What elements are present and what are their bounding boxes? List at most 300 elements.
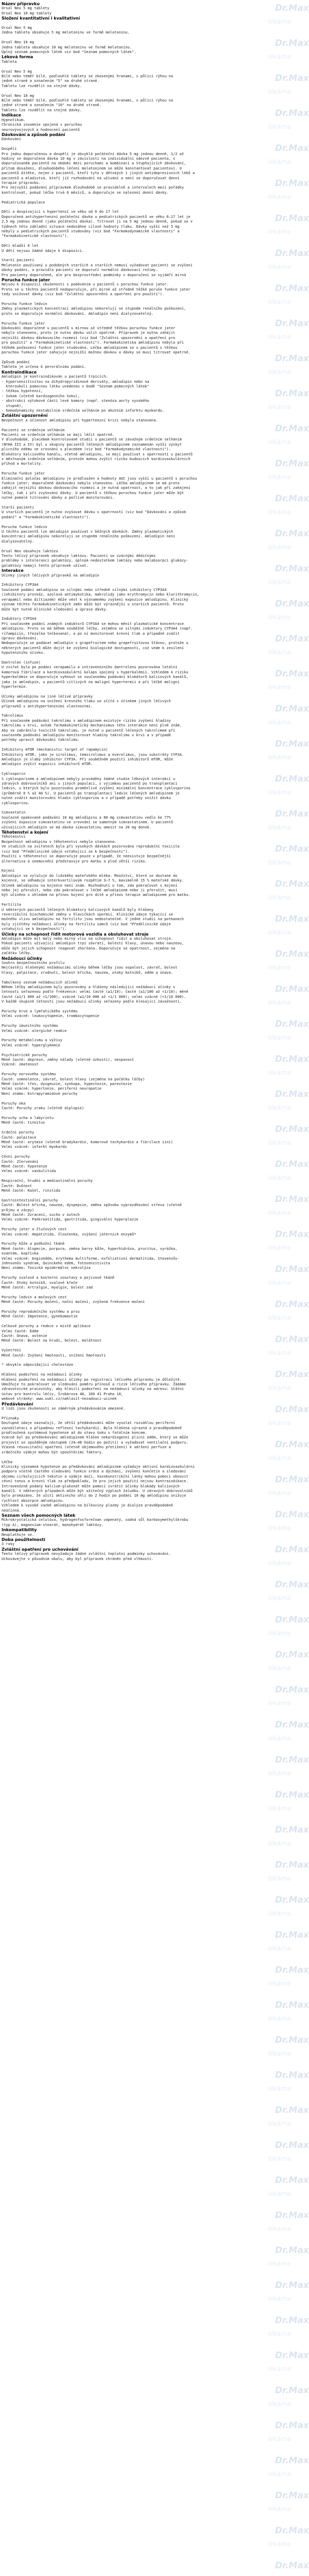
section-heading: Nežádoucí účinky [2, 956, 42, 961]
text-line: význam těchto farmakokinetických změn může být výraznější u starších pacientů. Proto [2, 602, 184, 607]
text-line: Pediatrická populace [2, 200, 45, 205]
text-line: - obstrukcí výtokové části levé komory (např. stenóza aorty vysokého [2, 399, 149, 403]
text-line: U starších pacientů je nutno zvyšovat dávku s opatrností (viz bod "Dávkování a způsob [2, 510, 186, 515]
text-line [2, 239, 303, 244]
text-line: může být jejich schopnost reagovat zhoršena. Doporučuje se opatrnost, zejména na [2, 946, 176, 951]
watermark [268, 1966, 309, 1992]
watermark-brand: Dr.Max [275, 599, 309, 609]
text-line: Méně časté: Zvracení, sucho v ústech [2, 1212, 80, 1217]
text-line: hyperkalémie se doporučuje vyhnout se současnému podávání blokátorů kalciových kanálů, [2, 675, 188, 680]
text-line [2, 864, 303, 869]
text-line [2, 89, 303, 93]
text-line: Poruchy ucha a labyrintu [2, 1115, 54, 1120]
text-line: Dávkování doporučené u pacientů s mírnou až středně těžkou poruchou funkce jater [2, 326, 176, 331]
text-line: V dlouhodobé, placebem kontrolované studii u pacientů se závažným srdečním selháním [2, 437, 182, 442]
text-line: Poruchy metabolismu a výživy [2, 1038, 63, 1043]
text-line: Souhrn bezpečnostního profilu [2, 961, 65, 965]
watermark-brand: Dr.Max [275, 1159, 309, 1170]
watermark-brand: Dr.Max [275, 2561, 309, 2571]
watermark [268, 1721, 309, 1747]
text-line: přípravků s antihypertenzními vlastnostmi. [2, 704, 93, 708]
text-line: Orsal Neo 10 mg [2, 40, 35, 45]
text-line: rifampicin, třezalka tečkovaná), a po ní monitorovat krevní tlak a případně zvážit [2, 631, 180, 636]
text-line: Velmi vzácné: Pankreatitida, gastritida, gingivální hyperplazie [2, 1217, 139, 1222]
text-line: - šokem (včetně kardiogenního šoku), [2, 394, 80, 398]
text-line: amlodipin zvýšit expozici inhibitorů mTOR. [2, 762, 93, 767]
text-line [2, 1067, 303, 1072]
text-line: Melatonin používaný u podobných starších a starších nemusí vyžadovat pacienti se zvýšení [2, 263, 193, 267]
text-line: 2,5 mg jednou denně (jako počáteční dávka). Titrovat ji na 5 mg jednou denně, pokud se v [2, 219, 193, 224]
text-line [2, 656, 303, 660]
text-line: Doporučená antihypertenzní počáteční dávka u pediatrických pacientů ve věku 6–17 let je [2, 214, 191, 219]
text-line: Bezpečnost amlodipinu v těhotenství nebyla stanovena. [2, 839, 117, 844]
watermark-brand: Dr.Max [275, 1334, 309, 1345]
text-line: Porucha funkce jater [2, 321, 45, 326]
text-line: Velmi vzácné: hypertonie, periferní neuropatie [2, 1087, 101, 1091]
watermark-subtitle: lékárna [268, 509, 291, 516]
text-line: Jedna tableta obsahuje 10 mg melatoninu ve formě melatoninu. [2, 45, 132, 49]
text-line: objemu cirkulujících tekutin a výdeje moči. Vazokonstrikční látky mohou pomoci obnovit [2, 1474, 188, 1479]
text-line [2, 1111, 303, 1116]
text-line [2, 64, 303, 69]
text-line: nutné zvážit monitorování hladin cyklosporinu a v případě potřeby snížit dávku [2, 796, 171, 801]
text-line [2, 520, 303, 524]
watermark-subtitle: lékárna [268, 1805, 291, 1812]
text-line: - hypersenzitivitou na dihydropyridinové deriváty, amlodipin nebo na [2, 379, 149, 384]
text-line: cyklosporinu. [2, 801, 30, 805]
watermark-subtitle: lékárna [268, 1384, 291, 1392]
watermark-brand: Dr.Max [275, 1965, 309, 1975]
text-line: Velmi vzácné: Hepatitida, žloutenka, zvýšení jaterních enzymů* [2, 1232, 136, 1236]
text-line: Pro jednu doporučenou a dospělí je obvyklá počáteční dávka 5 mg jednou denně, 1/2 až [2, 151, 184, 156]
text-line: Účinky jiných léčivých přípravků na amlodipin [2, 573, 99, 578]
text-line [2, 1344, 303, 1348]
text-line: (viz bod "Předklinické údaje vztahující se k bezpečnosti"). [2, 849, 130, 854]
watermark [268, 2176, 309, 2202]
text-line: Vzácně byl po předávkování amlodipinem hlášen nekardiogenní plicní edém, který se může [2, 1435, 188, 1440]
text-line: být učiněno s ohledem na přínos kojení pro dítě a přínos terapie amlodipinem pro matku. [2, 893, 191, 897]
text-line [2, 316, 303, 321]
watermark-brand: Dr.Max [275, 1650, 309, 1660]
text-line: Orsal Neo 5 mg [2, 69, 32, 74]
watermark-subtitle: lékárna [268, 2540, 291, 2548]
text-line: Velmi vzácné: leukocytopenie, trombocytopenie [2, 1014, 99, 1019]
watermark-brand: Dr.Max [275, 914, 309, 924]
watermark-subtitle: lékárna [268, 1770, 291, 1777]
watermark-brand: Dr.Max [275, 1019, 309, 1029]
section-heading: Inkompatibility [2, 1528, 37, 1533]
watermark [268, 2351, 309, 2377]
watermark-brand: Dr.Max [275, 844, 309, 854]
text-line: pacientů dítěte, nejen z pacientů, kteří tyto v dětských i jiných antidepresivních léků a [2, 171, 195, 176]
watermark-brand: Dr.Max [275, 2000, 309, 2010]
text-line: příhod a mortality. [2, 462, 43, 466]
watermark-subtitle: lékárna [268, 824, 291, 831]
watermark-brand: Dr.Max [275, 2455, 309, 2466]
watermark-brand: Dr.Max [275, 388, 309, 399]
text-line: Umožňuje to pokračovat ve sledování poměru přínosů a rizik léčivého přípravku. Žádáme [2, 1382, 186, 1387]
watermark-brand: Dr.Max [275, 2105, 309, 2115]
text-line: hodiny se doporučená dávka 10 mg v závislosti na individuální odezvě pacienta, s [2, 156, 176, 161]
watermark-brand: Dr.Max [275, 178, 309, 189]
text-line: Poruchy imunitního systému [2, 1024, 58, 1028]
watermark-subtitle: lékárna [268, 18, 291, 25]
watermark [268, 1791, 309, 1817]
text-line: hypotenzního účinku. [2, 651, 45, 655]
section-heading: Léková forma [2, 55, 33, 60]
text-line: Poruchy svalové a kosterní soustavy a pojivové tkáně [2, 1276, 115, 1280]
text-line: Vyšetření [2, 1348, 21, 1353]
text-line: Bezpečnost a účinnost amlodipinu při hypertenzní krizi nebyla stanovena. [2, 418, 158, 422]
text-line [2, 253, 303, 258]
watermark-brand: Dr.Max [275, 283, 309, 294]
watermark-subtitle: lékárna [268, 88, 291, 95]
text-line: jako je amlodipin, u pacientů citlivých na maligní hypertermii a při léčbě maligní [2, 680, 180, 684]
watermark-subtitle: lékárna [268, 263, 291, 270]
text-line: Méně časté: Artralgie, myalgie, bolest zad [2, 1285, 93, 1290]
text-line: verapamil nebo diltiazem) může vést k významnému zvýšení expozice amlodipinu. Klinický [2, 597, 188, 602]
text-line: Pacienti se srdečním selháním [2, 428, 65, 432]
watermark-subtitle: lékárna [268, 473, 291, 481]
text-line [2, 898, 303, 903]
text-line: nebo jej přerušit, nebo zda pokračovat v léčbě amlodipinem nebo ji přerušit, musí [2, 888, 178, 892]
text-line: Porucha funkce ledvin [2, 302, 47, 307]
text-line: Bílé nebo téměř bílé, podlouhlé tablety se zkosenými hranami, s půlicí rýhou na [2, 98, 173, 103]
watermark-brand: Dr.Max [275, 2490, 309, 2501]
text-line: možného vlivu amlodipinu na fertilitu jsou nedostatečné. V jedné studii na potkanech [2, 917, 184, 922]
watermark-subtitle: lékárna [268, 684, 291, 691]
text-line: Poruchy nervového systému [2, 1072, 56, 1077]
text-line: kanálů. V některých případech může být užitečný výplach žaludku. U zdravých dobrovolníků [2, 1488, 193, 1493]
section-heading: Interakce [2, 568, 24, 573]
text-line: neurovývojových a hodnocení pacientů [2, 127, 80, 132]
text-line: (typ A), magnesium-stearát, monohydrát laktózy. [2, 1522, 104, 1527]
section-heading: Indikace [2, 113, 22, 118]
watermark-subtitle: lékárna [268, 2365, 291, 2372]
watermark-subtitle: lékárna [268, 298, 291, 306]
watermark-brand: Dr.Max [275, 318, 309, 329]
text-line: Johnsonův syndrom, Quinckeho edém, fotosenzitivita [2, 1261, 110, 1265]
text-line: Účinek amlodipinu na kojence není znám. Rozhodnutí o tom, zda pokračovat v kojení [2, 883, 178, 888]
watermark-subtitle: lékárna [268, 719, 291, 726]
text-line: tedy snižovat dávky (viz bod "Zvláštní upozornění a opatření pro použití"). [2, 292, 165, 297]
text-line: Tabletu lze rozdělit na stejné dávky. [2, 83, 82, 88]
text-line: neúčinná. [2, 1508, 21, 1513]
text-line: Děti mladší 6 let [2, 244, 39, 248]
watermark [268, 2001, 309, 2027]
text-line: S cyklosporinem a amlodipinem nebyly prováděny žádné studie lékových interakcí u [2, 776, 176, 781]
watermark-brand: Dr.Max [275, 2350, 309, 2361]
watermark-subtitle: lékárna [268, 193, 291, 200]
watermark-brand: Dr.Max [275, 1720, 309, 1730]
text-line: 3 roky [2, 1542, 15, 1547]
watermark [268, 2246, 309, 2272]
watermark-brand: Dr.Max [275, 2315, 309, 2326]
text-line: byly zjištěny nežádoucí účinky na fertilitu samců (viz bod "Předklinické údaje [2, 922, 171, 926]
text-line: Induktory CYP3A4 [2, 617, 37, 621]
text-line: Intravenózně podaný kalcium-glukonát může pomoci zvrátit účinky blokády kalciových [2, 1484, 180, 1488]
watermark-subtitle: lékárna [268, 1314, 291, 1321]
text-line: Respirační, hrudní a mediastinální poruchy [2, 1179, 93, 1183]
watermark [268, 2281, 309, 2307]
watermark [268, 2562, 309, 2576]
watermark-subtitle: lékárna [268, 2400, 291, 2408]
watermark-subtitle: lékárna [268, 403, 291, 411]
text-line [2, 501, 303, 505]
text-line: kojence, se odhaduje interkvartilovým rozpětím 3–7 %, maximálně 15 % mateřské dávky. [2, 878, 184, 883]
text-line: Proto se u těchto pacientů nedoporučuje, při mírné až středně těžké poruše funkce jater [2, 287, 191, 292]
text-line: dialyzovatelný. [2, 539, 35, 544]
text-line [2, 205, 303, 210]
text-line: Hypnotikum. [2, 117, 26, 122]
text-line: exantém, kopřivka [2, 1251, 39, 1256]
text-line [2, 767, 303, 772]
text-line: - hemodynamicky nestabilním srdečním selháním po akutním infarktu myokardu. [2, 408, 165, 413]
text-line: Orsal Neo 10 mg tablety [2, 11, 52, 15]
watermark-subtitle: lékárna [268, 2505, 291, 2513]
watermark-subtitle: lékárna [268, 2295, 291, 2302]
watermark-brand: Dr.Max [275, 494, 309, 504]
text-line: Vzhledem k vysoké vazbě amlodipinu na bílkoviny plazmy je dialýza pravděpodobně [2, 1503, 173, 1508]
watermark-brand: Dr.Max [275, 529, 309, 539]
watermark-brand: Dr.Max [275, 2526, 309, 2536]
text-line: webové stránky: www.sukl.cz/nahlasit-nezadouci-ucinek [2, 1397, 117, 1401]
text-line: reverzibilní biochemické změny v hlavičkách spermií. Klinické údaje týkající se [2, 912, 173, 917]
watermark-subtitle: lékárna [268, 1665, 291, 1672]
text-line: Méně časté: Bolest na hrudi, bolest, malátnost [2, 1338, 101, 1343]
watermark-brand: Dr.Max [275, 2210, 309, 2221]
text-line: Současné opakované podávání 10 mg amlodipinu a 80 mg simvastatinu vedlo ke 77% [2, 815, 171, 820]
section-heading: Porucha funkce jater [2, 278, 50, 283]
watermark-brand: Dr.Max [275, 108, 309, 118]
watermark-subtitle: lékárna [268, 929, 291, 936]
text-line: Klinicky významná hypotenze po předávkování amlodipinem vyžaduje aktivní kardiovaskulární [2, 1464, 195, 1469]
watermark [268, 2527, 309, 2552]
text-line [2, 1019, 303, 1024]
watermark-subtitle: lékárna [268, 1700, 291, 1707]
text-line: Dávkování [2, 137, 21, 142]
text-line: Celkové poruchy a reakce v místě aplikace [2, 1324, 91, 1329]
text-line [2, 36, 303, 40]
text-line: Chronická insomnie spojená s poruchou [2, 123, 82, 127]
text-line: Velmi vzácné: hyperglykemie [2, 1043, 60, 1047]
watermark-brand: Dr.Max [275, 984, 309, 994]
section-heading: Název přípravku [2, 2, 40, 6]
text-line: Bílé nebo téměř bílé, podlouhlé tablety se zkosenými hranami, s půlicí rýhou na [2, 74, 173, 79]
text-line: podporu včetně častého sledování funkce srdce a dýchání, zvýšení končetin a sledování [2, 1469, 186, 1474]
text-line [2, 355, 303, 360]
text-line: nejnižší dávkou dávkovacího rozmezí (viz bod "Zvláštní upozornění a opatření pro [2, 335, 176, 340]
text-line [2, 467, 303, 471]
watermark-subtitle: lékárna [268, 1945, 291, 1952]
text-line: některých pacientů může dojít ke zvýšení biologické dostupnosti, což vede k zesílení [2, 646, 184, 650]
text-line: problémy s intolerancí galaktózy, úplným nedostatkem laktázy nebo malabsorpcí glukózy- [2, 558, 188, 563]
text-line: Poruchy kůže a podkožní tkáně [2, 1242, 65, 1246]
watermark [268, 2386, 309, 2412]
watermark-subtitle: lékárna [268, 2225, 291, 2232]
watermark [268, 2316, 309, 2342]
text-line [2, 1368, 303, 1372]
text-line: Použití v těhotenství se doporučuje pouze v případě, že neexistuje bezpečnější [2, 854, 171, 859]
watermark-subtitle: lékárna [268, 1875, 291, 1882]
text-line: Velmi vzácné: alergické reakce [2, 1028, 67, 1033]
watermark [268, 1931, 309, 1957]
watermark-brand: Dr.Max [275, 1054, 309, 1064]
watermark-brand: Dr.Max [275, 1229, 309, 1240]
watermark-subtitle: lékárna [268, 2260, 291, 2267]
watermark-brand: Dr.Max [275, 143, 309, 154]
text-line: Méně časté: Kašel, rinitida [2, 1188, 60, 1193]
text-line: Pacienti se srdečním selháním se mají léčit opatrně. [2, 432, 115, 437]
text-line: Méně časté: tinnitus [2, 1121, 45, 1125]
watermark-brand: Dr.Max [275, 1895, 309, 1905]
text-line: - těžkou hypotenzí, [2, 389, 43, 394]
text-line [2, 1411, 303, 1416]
text-line: Blokátory kalciového kanálu, včetně amlodipinu, se mají používat s opatrností u pacientů [2, 452, 193, 456]
watermark [268, 2106, 309, 2132]
watermark-brand: Dr.Max [275, 1685, 309, 1695]
watermark-subtitle: lékárna [268, 1524, 291, 1532]
watermark [268, 1896, 309, 1922]
watermark-subtitle: lékárna [268, 1595, 291, 1602]
text-line: jedné straně a označením "5" na druhé straně. [2, 79, 99, 83]
text-line: Aby se zabránilo toxicitě takrolimu, je nutné u pacientů léčených takrolimem při [2, 728, 176, 733]
text-line: stupně), [2, 403, 24, 408]
text-line: Eliminační poločas amlodipinu je prodloužen a hodnoty AUC jsou vyšší u pacientů s poruchou [2, 476, 197, 481]
text-line: Méně časté: arytmie (včetně bradykardie, komorové tachykardie a fibrilace síní) [2, 1140, 173, 1144]
text-line: Porucha funkce jater [2, 471, 45, 476]
text-line: V každé skupině četností jsou nežádoucí účinky seřazeny podle klesající závažnosti. [2, 999, 182, 1004]
watermark-brand: Dr.Max [275, 2420, 309, 2431]
text-line: Neuplatňuje se. [2, 1532, 35, 1537]
text-line: Během léčby amlodipinem byly pozorovány a hlášeny následující nežádoucí účinky s [2, 985, 176, 990]
text-line: Takrolimus [2, 714, 24, 718]
text-line: Časté: palpitace [2, 1135, 37, 1140]
text-line [2, 1358, 303, 1363]
text-line [2, 689, 303, 694]
text-line: nutné pomalé titrování dávky a pečlivé monitorování. [2, 496, 115, 500]
text-line [2, 1174, 303, 1179]
text-line: Fertilita [2, 903, 21, 907]
watermark-brand: Dr.Max [275, 73, 309, 83]
watermark-subtitle: lékárna [268, 1209, 291, 1216]
text-line: Není známo: Extrapyramidové poruchy [2, 1091, 78, 1096]
text-line: Kojení [2, 869, 15, 873]
watermark-subtitle: lékárna [268, 1419, 291, 1427]
text-line: Uchovávejte v původním obalu, aby byl přípravek chráněn před vlhkostí. [2, 1556, 154, 1561]
text-line [2, 1223, 303, 1227]
text-line: bylo prokázáno, že užití aktivního uhlí do 2 hodin po podání 10 mg amlodipinu snižuje [2, 1494, 186, 1498]
text-line: koncentrací amlodipinu nekorelují se stupněm renálního poškození. Amlodipin není [2, 534, 176, 539]
watermark-subtitle: lékárna [268, 1069, 291, 1076]
text-line [2, 612, 303, 617]
watermark-brand: Dr.Max [275, 353, 309, 364]
text-line: doporučovaném pacientů na období mezi poruchami a kombinací a Stupňujících dávkování, [2, 161, 186, 166]
watermark-subtitle: lékárna [268, 1630, 291, 1637]
watermark-brand: Dr.Max [275, 1264, 309, 1275]
text-line: Cyklosporin [2, 772, 26, 776]
text-line: Účinek amlodipinu na snížení krevního tlaku se sčítá s účinkem jiných léčivých [2, 699, 171, 704]
watermark [268, 1826, 309, 1852]
text-line [2, 1048, 303, 1053]
watermark-brand: Dr.Max [275, 38, 309, 48]
spc-document [2, 2, 303, 1562]
text-line: Velmi vzácné: Angioedém, erythema multiforme, exfoliativní dermatitida, Stevensův- [2, 1256, 180, 1261]
watermark-brand: Dr.Max [275, 1790, 309, 1800]
text-line: Méně časté: Alopecie, purpura, změna barvy kůže, hyperhidróza, pruritus, vyrážka, [2, 1246, 178, 1251]
text-line: Pro nejvyšší podávání přípravkem dlouhodobě se pravidelně a intervalech mezi pořádky [2, 185, 184, 190]
text-line: zahájit nejnižší dávkou dávkovacího rozmezí a je nutná opatrnost, a to jak při zahájení [2, 486, 191, 490]
text-line [2, 1096, 303, 1101]
watermark-subtitle: lékárna [268, 2085, 291, 2092]
watermark-brand: Dr.Max [275, 949, 309, 959]
watermark-brand: Dr.Max [275, 1755, 309, 1765]
text-line [2, 1193, 303, 1198]
watermark-subtitle: lékárna [268, 859, 291, 866]
text-line: proto se doporučuje normální dávkování. Amlodipin není dialyzovatelný. [2, 311, 154, 316]
text-line: (průměrně 0 % až 40 %). U pacientů po transplantaci ledvin léčených amlodipinem je [2, 791, 180, 795]
text-line [2, 142, 303, 147]
text-line: U dětí nejsou žádné údaje k dispozici. [2, 248, 84, 253]
text-line: Současné podání amlodipinu se silnými nebo středně silnými inhibitory CYP3A4 [2, 587, 167, 592]
text-line: U některých pacientů léčených blokátory kalciových kanálů byly hlášeny [2, 907, 154, 912]
text-line: projevit se zpožděným nástupem (24–48 hodin po požití) a vyžadovat ventilační podporu. [2, 1440, 188, 1445]
watermark-brand: Dr.Max [275, 2280, 309, 2291]
watermark-brand: Dr.Max [275, 1124, 309, 1134]
text-line: Velmi vzácné: vaskulitida [2, 1169, 56, 1174]
text-line: terapie přípravku. [2, 180, 41, 185]
watermark-subtitle: lékárna [268, 368, 291, 376]
section-heading: Dávkování a způsob podání [2, 132, 65, 137]
text-line: (inhibitory proteáz, azolová antimykotika, makrolidy jako erythromycin nebo klarithromycin, [2, 592, 199, 597]
text-line [2, 1150, 303, 1155]
text-line: Starší pacienti [2, 258, 35, 263]
watermark-subtitle: lékárna [268, 228, 291, 235]
watermark-brand: Dr.Max [275, 3, 309, 13]
watermark-brand: Dr.Max [275, 213, 309, 224]
watermark-subtitle: lékárna [268, 2470, 291, 2478]
watermark-brand: Dr.Max [275, 564, 309, 574]
section-heading: Doba použitelnosti [2, 1537, 45, 1542]
text-line: Velmi vzácné: infarkt myokardu [2, 1145, 67, 1149]
watermark-subtitle: lékárna [268, 1139, 291, 1146]
text-line: Časté: Poruchy zraku (včetně diplopie) [2, 1106, 84, 1111]
watermark-subtitle: lékárna [268, 1735, 291, 1742]
watermark-subtitle: lékárna [268, 158, 291, 165]
text-line: (NYHA III a IV) byl u skupiny pacientů léčených amlodipinem zaznamenán vyšší výskyt [2, 442, 182, 447]
text-line: "Farmakokinetické vlastnosti"). [2, 234, 69, 239]
text-line: Není známo: Toxická epidermální nekrolýza [2, 1266, 91, 1270]
watermark [268, 2421, 309, 2447]
watermark-brand: Dr.Max [275, 669, 309, 679]
watermark-brand: Dr.Max [275, 2175, 309, 2185]
watermark-brand: Dr.Max [275, 1404, 309, 1415]
text-line: Při současném podávání takrolimu s amlodipinem existuje riziko zvýšení hladiny [2, 718, 171, 723]
text-line: plicního edému ve srovnání s placebem (viz bod "Farmakodynamické vlastnosti"). [2, 447, 171, 452]
watermark-subtitle: lékárna [268, 2330, 291, 2337]
watermark-subtitle: lékárna [268, 333, 291, 341]
text-line: Při současném podání známých induktorů CYP3A4 se mohou měnit plazmatické koncentrace [2, 621, 184, 626]
text-line: takrolimu v krvi, avšak farmakokinetický mechanismus této interakce není plně znám. [2, 723, 182, 728]
watermark-subtitle: lékárna [268, 1279, 291, 1286]
text-line: Časté: Únava, astenie [2, 1334, 47, 1338]
text-line [2, 806, 303, 810]
text-line: Úplný seznam pomocných látek viz bod "Seznam pomocných látek". [2, 50, 136, 55]
watermark-subtitle: lékárna [268, 2190, 291, 2197]
watermark-subtitle: lékárna [268, 894, 291, 901]
text-line: zdravotnické pracovníky, aby hlásili podezření na nežádoucí účinky na adresu: Státní [2, 1387, 184, 1392]
text-line: Simvastatin [2, 810, 26, 815]
